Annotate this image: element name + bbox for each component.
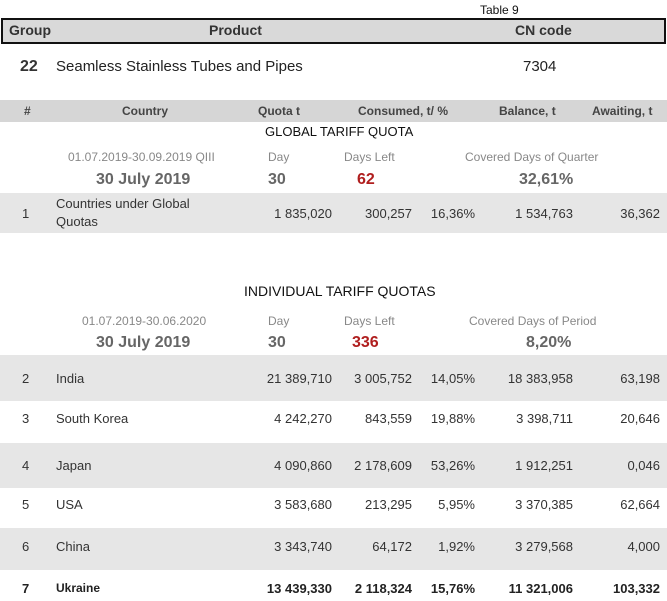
global-date: 30 July 2019 — [96, 171, 191, 188]
individual-covered-value: 8,20% — [526, 334, 572, 351]
table-row: 1 Countries under Global Quotas 1 835,020 300,257 16,36% 1 534,763 36,362 — [0, 193, 667, 233]
col-country: Country — [122, 104, 168, 118]
table-label: Table 9 — [480, 3, 519, 17]
global-days-left-label: Days Left — [344, 150, 395, 164]
individual-period: 01.07.2019-30.06.2020 — [82, 314, 207, 328]
individual-covered-label: Covered Days of Period — [469, 314, 597, 328]
group-header: Group — [9, 22, 51, 38]
table-row: 4 Japan 4 090,860 2 178,609 53,26% 1 912,251 0,046 — [0, 443, 667, 488]
cn-code-value: 7304 — [523, 58, 557, 75]
global-day-value: 30 — [268, 171, 286, 188]
table-row: 2 India 21 389,710 3 005,752 14,05% 18 383,958 63,198 — [0, 355, 667, 401]
global-day-label: Day — [268, 150, 290, 164]
table-row: 5 USA 3 583,680 213,295 5,95% 3 370,385 62,664 — [22, 497, 660, 512]
group-number: 22 — [20, 58, 38, 75]
global-covered-value: 32,61% — [519, 171, 574, 188]
individual-day-label: Day — [268, 314, 290, 328]
individual-quota-title: INDIVIDUAL TARIFF QUOTAS — [244, 283, 436, 299]
col-balance: Balance, t — [499, 104, 556, 118]
individual-days-left-value: 336 — [352, 334, 379, 351]
global-quota-title: GLOBAL TARIFF QUOTA — [265, 124, 414, 139]
product-header: Product — [209, 22, 262, 38]
global-days-left-value: 62 — [357, 171, 375, 188]
cn-code-header: CN code — [515, 22, 572, 38]
col-awaiting: Awaiting, t — [592, 104, 653, 118]
table-row: 7 Ukraine 13 439,330 2 118,324 15,76% 11 321,006 103,332 — [22, 581, 660, 596]
table-header-bar — [1, 18, 666, 44]
column-header-row — [0, 100, 667, 122]
individual-date: 30 July 2019 — [96, 334, 191, 351]
col-consumed: Consumed, t/ % — [358, 104, 449, 118]
individual-day-value: 30 — [268, 334, 286, 351]
col-quota: Quota t — [258, 104, 300, 118]
table-row: 3 South Korea 4 242,270 843,559 19,88% 3 398,711 20,646 — [22, 411, 660, 426]
global-period: 01.07.2019-30.09.2019 QIII — [68, 150, 215, 164]
table-row: 6 China 3 343,740 64,172 1,92% 3 279,568 4,000 — [0, 528, 667, 570]
individual-days-left-label: Days Left — [344, 314, 395, 328]
col-num: # — [24, 104, 31, 118]
global-covered-label: Covered Days of Quarter — [465, 150, 599, 164]
product-name: Seamless Stainless Tubes and Pipes — [56, 58, 303, 75]
